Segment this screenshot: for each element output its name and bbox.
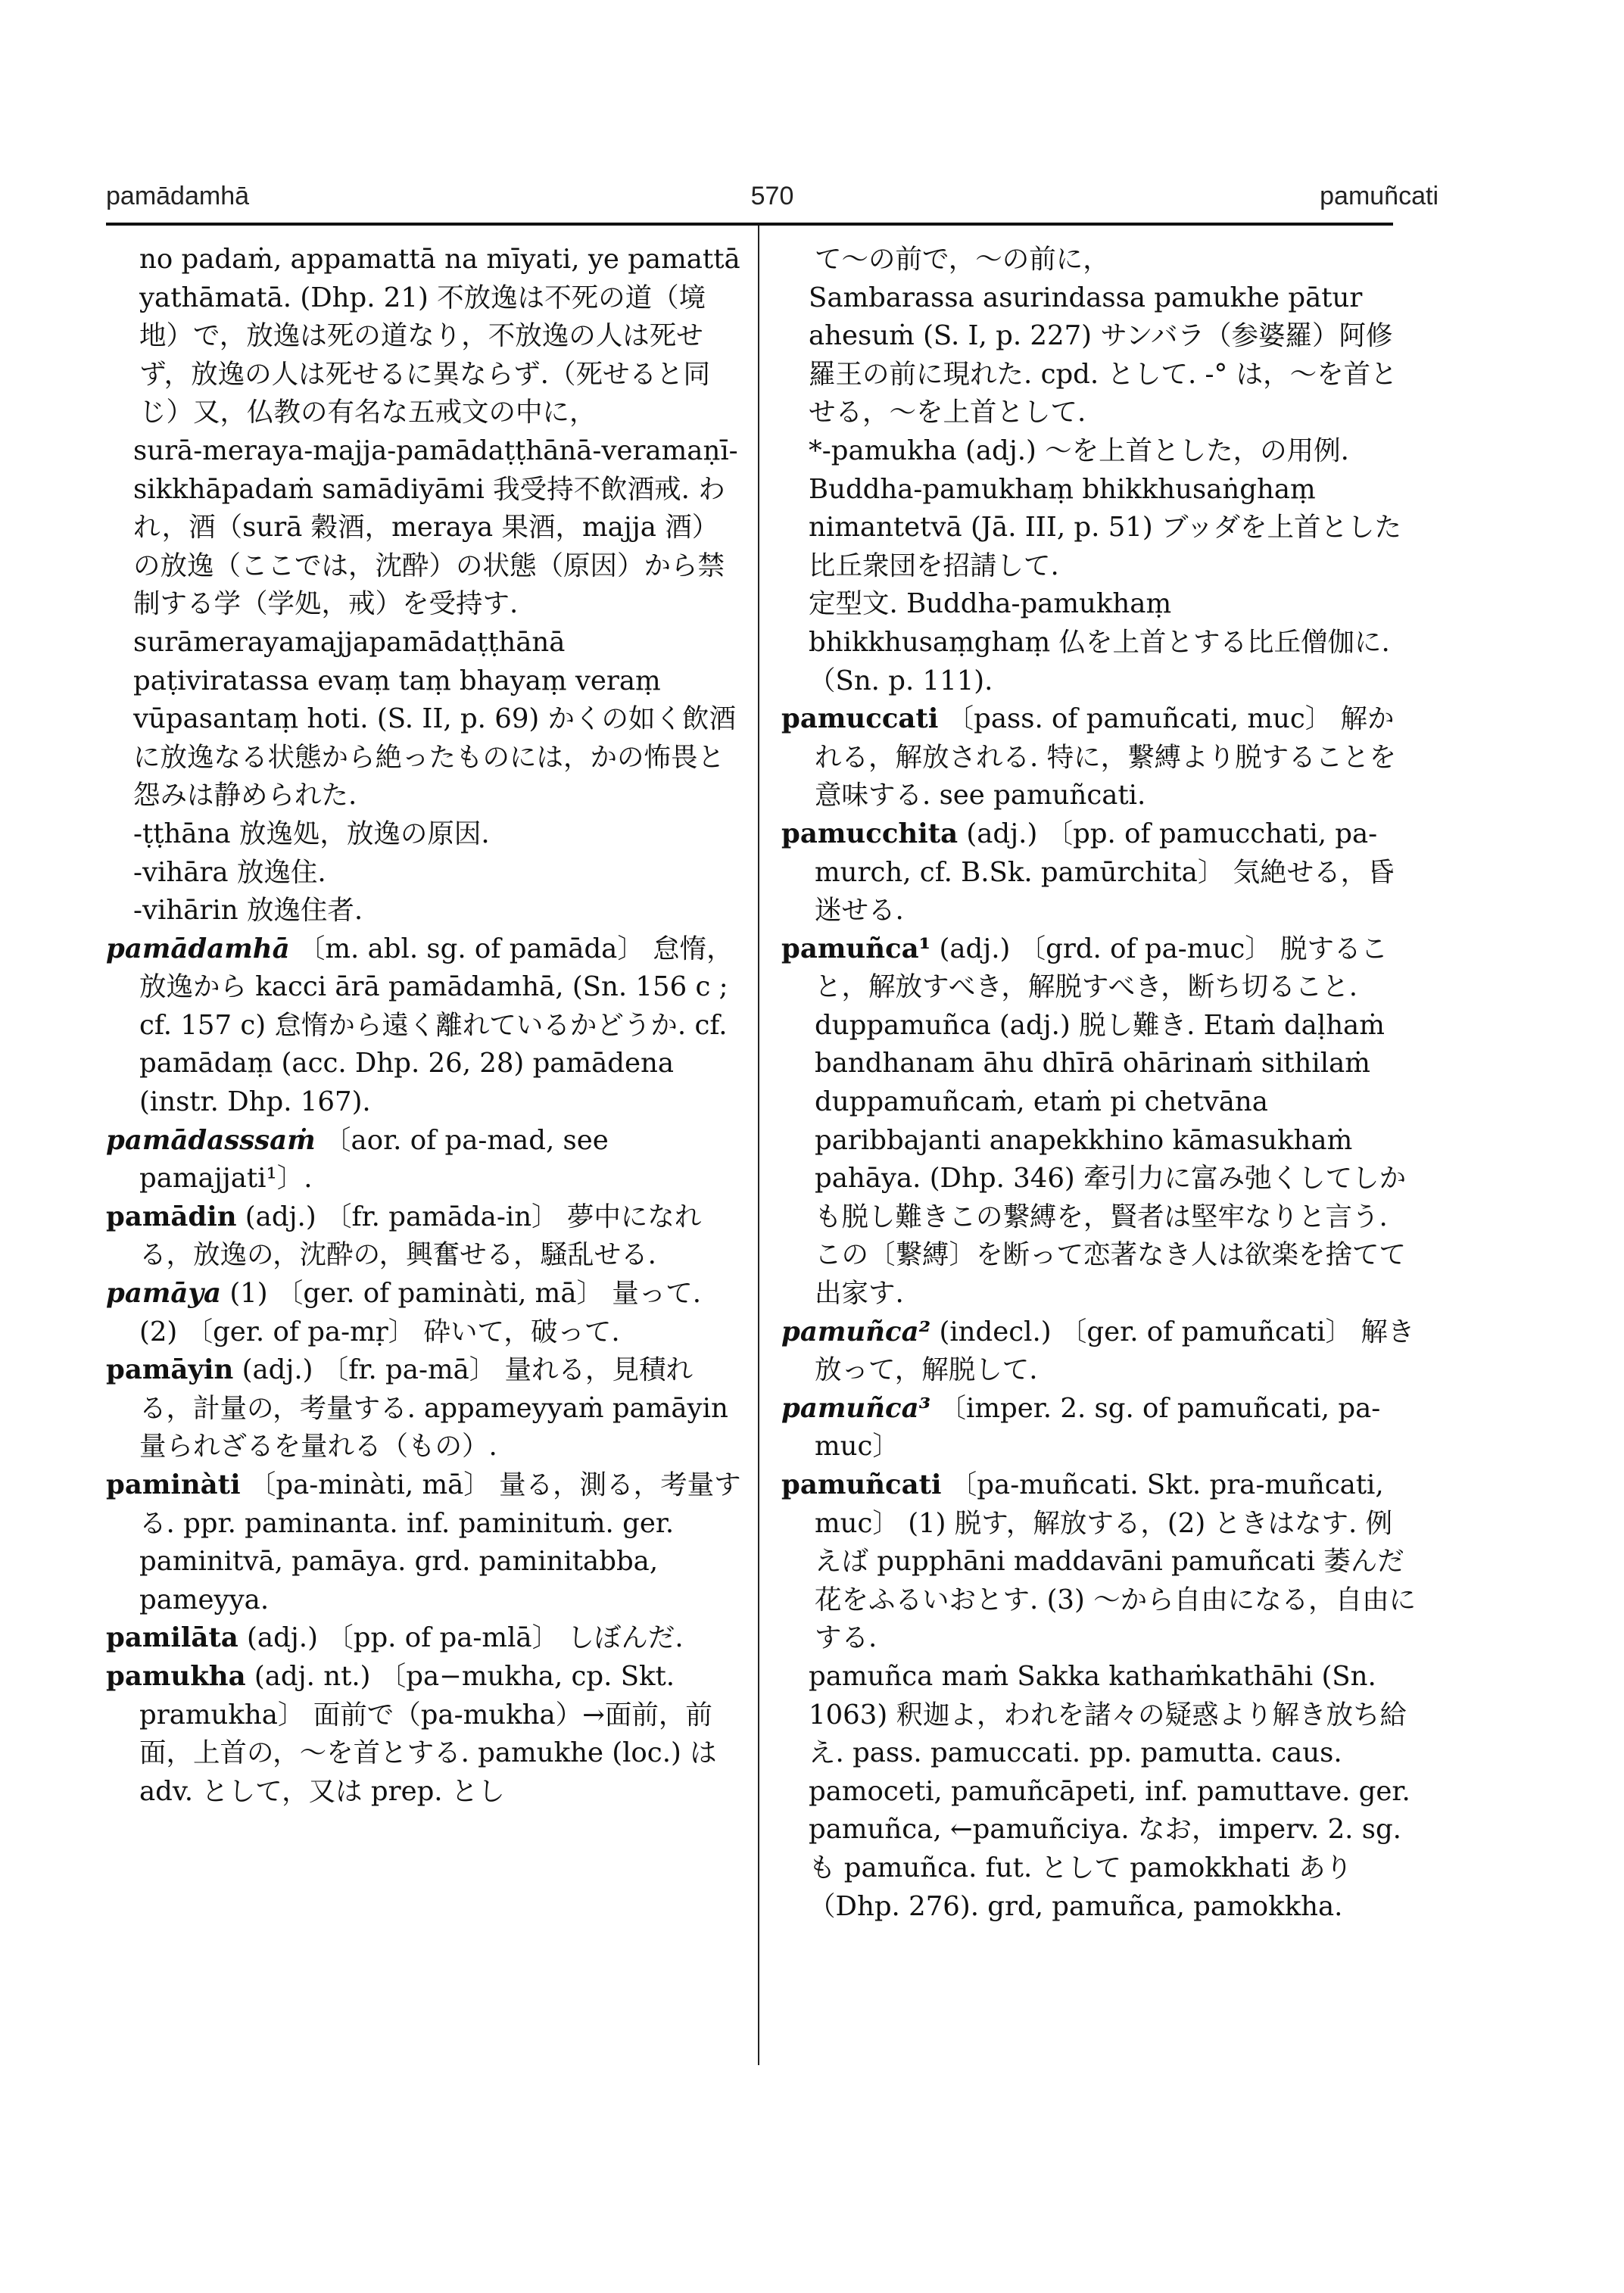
right-column bbox=[781, 241, 1417, 1926]
entry-headword: pamādin bbox=[106, 1201, 237, 1232]
entry-body: (adj.) 〔grd. of pa-muc〕 脱すること，解放すべき，解脱すべき，断ち切ること. duppamuñca (adj.) 脱し難き. Etaṁ daḷhaṁ bandhanam āhu dhīrā ohārinaṁ sithilaṁ duppamuñcaṁ, etaṁ pi chetvāna paribbajanti anapekkhino kāmasukhaṁ pahāya. (Dhp. 346) 牽引力に富み弛くしてしかも脱し難きこの繋縛を，賢者は堅牢なりと言う. この〔繋縛〕を断って恋著なき人は欲楽を捨てて出家す. bbox=[815, 933, 1407, 1310]
entry-body: Sambarassa asurindassa pamukhe pātur ahesuṁ (S. I, p. 227) サンバラ（参婆羅）阿修羅王の前に現れた. cpd. として. -° は，〜を首とせる，〜を上首として. bbox=[809, 282, 1398, 428]
entry-headword: pamāyin bbox=[106, 1354, 234, 1386]
entry-body: (adj.) 〔pp. of pa-mlā〕 しぼんだ. bbox=[238, 1622, 684, 1654]
entry-text bbox=[781, 1658, 1417, 1926]
left-column bbox=[106, 241, 742, 1811]
entry-headword: pamuñca¹ bbox=[781, 933, 931, 964]
entry-text bbox=[781, 279, 1417, 432]
entry-headword: pamilāta bbox=[106, 1622, 238, 1654]
entry-body: て〜の前で，〜の前に， bbox=[815, 244, 1110, 275]
entry-body: 〔aor. of pa-mad, see pamajjati¹〕. bbox=[139, 1124, 609, 1195]
entry-body: -vihārin 放逸住者. bbox=[133, 895, 363, 927]
entry-headword: pamuccati bbox=[781, 703, 939, 735]
entry-body: 〔pa-minàti, mā〕 量る，測る，考量する. ppr. paminanta. inf. paminituṁ. ger. paminitvā, pamāya. grd. paminitabba, pameyya. bbox=[139, 1469, 741, 1615]
entry-text bbox=[106, 432, 742, 624]
entry-headword: pamāya bbox=[106, 1278, 222, 1310]
entry-body: 〔pass. of pamuñcati, muc〕 解かれる，解放される. 特に，繋縛より脱することを意味する. see pamuñcati. bbox=[815, 703, 1397, 812]
entry-headword: paminàti bbox=[106, 1469, 241, 1500]
dictionary-entry bbox=[106, 1619, 742, 1658]
entry-body: (adj.) 〔fr. pamāda-in〕 夢中になれる，放逸の，沈酔の，興奮せる，騒乱せる. bbox=[139, 1201, 702, 1271]
entry-body: -vihāra 放逸住. bbox=[133, 856, 326, 888]
entry-text bbox=[106, 624, 742, 815]
entry-text bbox=[781, 241, 1417, 279]
header-rule bbox=[106, 223, 1393, 226]
entry-body: pamuñca maṁ Sakka kathaṁkathāhi (Sn. 1063) 釈迦よ，われを諸々の疑惑より解き放ち給え. pass. pamuccati. pp. pamutta. caus. pamoceti, pamuñcāpeti, inf. pamuttave. ger. pamuñca, ←pamuñciya. なお，imperv. 2. sg. も pamuñca. fut. として pamokkhati あり（Dhp. 276). grd, pamuñca, pamokkha. bbox=[809, 1660, 1410, 1922]
dictionary-entry bbox=[106, 1275, 742, 1351]
dictionary-entry bbox=[781, 1313, 1417, 1390]
entry-body: 〔pa-muñcati. Skt. pra-muñcati, muc〕 (1) 脱す，解放する，(2) ときはなす. 例えば pupphāni maddavāni pamuñcati 萎んだ花をふるいおとす. (3) 〜から自由になる，自由にする. bbox=[815, 1469, 1417, 1654]
entry-body: 〔m. abl. sg. of pamāda〕 怠惰，放逸から kacci ārā pamādamhā, (Sn. 156 c ; cf. 157 c) 怠惰から遠く離れているかどうか. cf. pamādaṃ (acc. Dhp. 26, 28) pamādena (instr. Dhp. 167). bbox=[139, 933, 734, 1118]
entry-body: 〔imper. 2. sg. of pamuñcati, pa-muc〕 bbox=[815, 1392, 1381, 1463]
entry-body: (1) 〔ger. of paminàti, mā〕 量って. (2) 〔ger. of pa-mṛ〕 砕いて，破って. bbox=[139, 1278, 702, 1347]
dictionary-entry bbox=[106, 1198, 742, 1275]
dictionary-entry bbox=[106, 1351, 742, 1466]
entry-text bbox=[106, 854, 742, 893]
column-divider bbox=[758, 226, 759, 2065]
entry-body: (adj.) 〔fr. pa-mā〕 量れる，見積れる，計量の，考量する. appameyyaṁ pamāyin 量られざるを量れる（もの）. bbox=[139, 1354, 728, 1463]
entry-body: (adj. nt.) 〔pa−mukha, cp. Skt. pramukha〕 面前で（pa-mukha）→面前，前面，上首の，〜を首とする. pamukhe (loc.) は adv. として，又は prep. とし bbox=[139, 1660, 717, 1807]
dictionary-entry bbox=[106, 930, 742, 1122]
page-number: 570 bbox=[750, 182, 794, 210]
dictionary-entry bbox=[781, 1466, 1417, 1658]
running-head-left: pamādamhā bbox=[106, 182, 250, 210]
entry-headword: pamādamhā bbox=[106, 933, 290, 964]
running-head-right: pamuñcati bbox=[1320, 182, 1439, 210]
entry-text bbox=[106, 892, 742, 930]
entry-text bbox=[106, 815, 742, 854]
dictionary-entry bbox=[106, 1122, 742, 1198]
entry-headword: pamādasssaṁ bbox=[106, 1124, 316, 1156]
dictionary-entry bbox=[106, 1466, 742, 1619]
entry-text bbox=[106, 241, 742, 432]
entry-body: -ṭṭhāna 放逸処，放逸の原因. bbox=[133, 818, 490, 849]
dictionary-entry bbox=[781, 700, 1417, 815]
entry-text bbox=[781, 585, 1417, 700]
entry-text bbox=[781, 432, 1417, 585]
entry-headword: pamuñcati bbox=[781, 1469, 942, 1500]
dictionary-entry bbox=[106, 1658, 742, 1811]
entry-body: 定型文. Buddha-pamukhaṃ bhikkhusaṃghaṃ 仏を上首とする比丘僧伽に.（Sn. p. 111). bbox=[809, 588, 1390, 696]
entry-body: (indecl.) 〔ger. of pamuñcati〕 解き放って，解脱して. bbox=[815, 1316, 1415, 1386]
dictionary-entry bbox=[781, 930, 1417, 1313]
entry-headword: pamuñca² bbox=[781, 1316, 931, 1347]
dictionary-entry bbox=[781, 1390, 1417, 1466]
entry-headword: pamucchita bbox=[781, 818, 959, 849]
entry-headword: pamuñca³ bbox=[781, 1392, 931, 1424]
entry-body: surāmerayamajjapamādaṭṭhānā paṭiviratassa evaṃ taṃ bhayaṃ veraṃ vūpasantaṃ hoti. (S. II, p. 69) かくの如く飲酒に放逸なる状態から絶ったものには，かの怖畏と怨みは静められた. bbox=[133, 626, 737, 812]
entry-body: *-pamukha (adj.) 〜を上首とした，の用例. Buddha-pamukhaṃ bhikkhusaṅghaṃ nimantetvā (Jā. III, p. 51) ブッダを上首とした比丘衆団を招請して. bbox=[809, 435, 1402, 581]
entry-body: (adj.) 〔pp. of pamucchati, pa-murch, cf. B.Sk. pamūrchita〕 気絶せる，昏迷せる. bbox=[815, 818, 1395, 927]
entry-headword: pamukha bbox=[106, 1660, 246, 1692]
dictionary-entry bbox=[781, 815, 1417, 930]
entry-body: surā-meraya-majja-pamādaṭṭhānā-veramaṇī-sikkhāpadaṁ samādiyāmi 我受持不飲酒戒. われ，酒（surā 穀酒，meraya 果酒，majja 酒）の放逸（ここでは，沈酔）の状態（原因）から禁制する学（学処，戒）を受持す. bbox=[133, 435, 738, 620]
entry-body: no padaṁ, appamattā na mīyati, ye pamattā yathāmatā. (Dhp. 21) 不放逸は不死の道（境地）で，放逸は死の道なり，不放逸の人は死せず，放逸の人は死せるに異ならず.（死せると同じ）又，仏教の有名な五戒文の中に， bbox=[139, 244, 740, 428]
